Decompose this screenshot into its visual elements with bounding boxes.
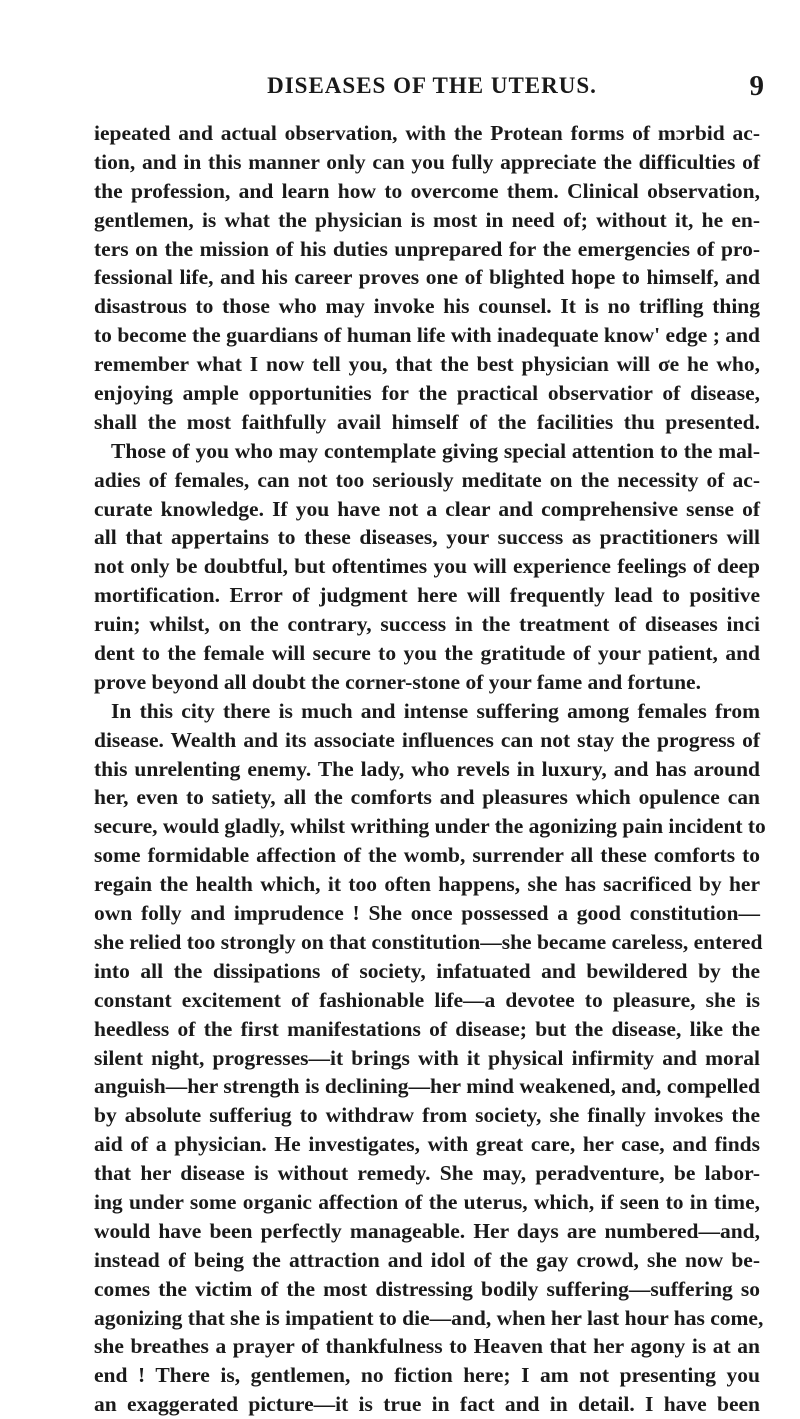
text-line: end ! There is, gentlemen, no fiction here; I am not presenting you [94,1363,760,1388]
text-line: all that appertains to these diseases, your success as practitioners will [94,525,760,550]
text-line: enjoying ample opportunities for the practical observatior of disease, [94,381,760,406]
text-line: she breathes a prayer of thankfulness to Heaven that her agony is at an [94,1334,760,1359]
text-line: silent night, progresses—it brings with it physical infirmity and moral [94,1045,760,1070]
body-text [94,119,766,1419]
text-line: gentlemen, is what the physician is most in need of; without it, he en- [94,207,760,232]
text-line: own folly and imprudence ! She once possessed a good constitution— [94,901,760,926]
text-line: some formidable affection of the womb, surrender all these comforts to [94,843,760,868]
text-line: fessional life, and his career proves one of blighted hope to himself, and [94,265,760,290]
text-line: agonizing that she is impatient to die—and, when her last hour has come, [94,1305,764,1330]
text-line: ing under some organic affection of the uterus, which, if seen to in time, [94,1189,760,1214]
text-line: adies of females, can not too seriously meditate on the necessity of ac- [94,467,760,492]
text-line: In this city there is much and intense suffering among females from [111,698,760,723]
running-head [100,66,764,106]
text-line: not only be doubtful, but oftentimes you will experience feelings of deep [94,554,760,579]
text-line: curate knowledge. If you have not a clear and comprehensive sense of [94,496,760,521]
text-line: remember what I now tell you, that the best physician will σe he who, [94,352,760,377]
text-line: ruin; whilst, on the contrary, success in the treatment of diseases inci [94,612,760,637]
text-line: the profession, and learn how to overcome them. Clinical observation, [94,178,760,203]
text-line: heedless of the first manifestations of disease; but the disease, like the [94,1016,760,1041]
text-line: an exaggerated picture—it is true in fact and in detail. I have been [94,1392,760,1417]
text-line: would have been perfectly manageable. Her days are numbered—and, [94,1218,760,1243]
text-line: that her disease is without remedy. She may, peradventure, be labor- [94,1161,760,1186]
text-line: secure, would gladly, whilst writhing under the agonizing pain incident to [94,814,766,839]
text-line: by absolute sufferiug to withdraw from society, she finally invokes the [94,1103,760,1128]
text-line: to become the guardians of human life with inadequate know' edge ; and [94,323,760,348]
text-line: mortification. Error of judgment here will frequently lead to positive [94,583,760,608]
page-number: 9 [749,70,764,102]
text-line: into all the dissipations of society, infatuated and bewildered by the [94,958,760,983]
text-line: aid of a physician. He investigates, with great care, her case, and finds [94,1132,760,1157]
text-line: iepeated and actual observation, with the Protean forms of mɔrbid ac- [94,121,760,145]
text-line: she relied too strongly on that constitution—she became careless, entered [94,929,763,954]
text-line: shall the most faithfully avail himself of the facilities thu presented. [94,409,760,434]
text-line: dent to the female will secure to you the gratitude of your patient, and [94,641,760,666]
text-line: her, even to satiety, all the comforts and pleasures which opulence can [94,785,760,810]
text-line: tion, and in this manner only can you fully appreciate the difficulties of [94,149,760,174]
text-line: instead of being the attraction and idol of the gay crowd, she now be- [94,1247,760,1272]
text-line: disease. Wealth and its associate influences can not stay the progress of [94,727,760,752]
text-line: this unrelenting enemy. The lady, who revels in luxury, and has around [94,756,760,781]
text-line: regain the health which, it too often happens, she has sacrificed by her [94,872,760,897]
running-title: DISEASES OF THE UTERUS. [267,73,597,98]
text-line: anguish—her strength is declining—her mind weakened, and, compelled [94,1074,760,1099]
text-line: Those of you who may contemplate giving special attention to the mal- [111,438,760,463]
text-line: constant excitement of fashionable life—a devotee to pleasure, she is [94,987,760,1012]
text-line: comes the victim of the most distressing bodily suffering—suffering so [94,1276,760,1301]
text-line: prove beyond all doubt the corner-stone of your fame and fortune. [94,669,701,694]
text-line: ters on the mission of his duties unprepared for the emergencies of pro- [94,236,760,261]
text-line: disastrous to those who may invoke his counsel. It is no trifling thing [94,294,760,319]
